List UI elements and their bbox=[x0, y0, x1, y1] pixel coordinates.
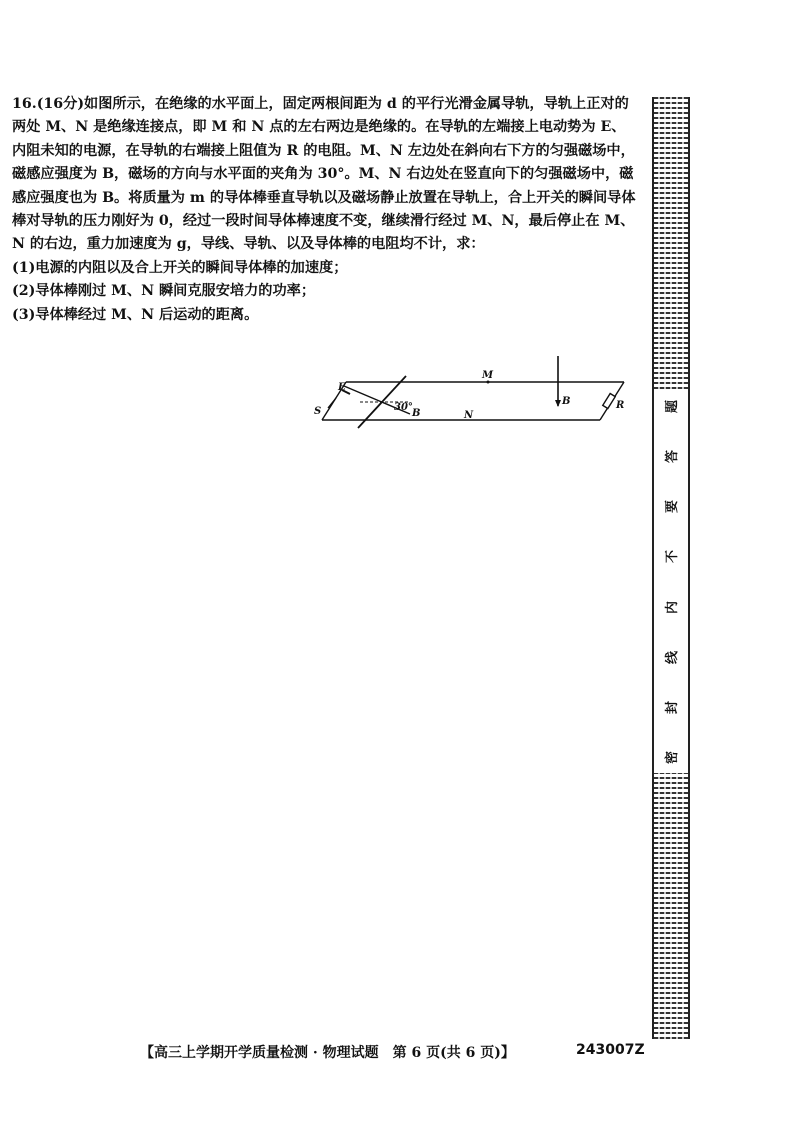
seal-char: 封 bbox=[665, 700, 681, 714]
problem-points: (16分) bbox=[36, 96, 85, 112]
label-angle: 30° bbox=[394, 402, 413, 413]
problem-number: 16. bbox=[12, 96, 37, 112]
seal-char: 线 bbox=[665, 650, 681, 664]
seal-char: 要 bbox=[665, 500, 681, 514]
question-3: (3)导体棒经过 M、N 后运动的距离。 bbox=[12, 306, 259, 323]
field-arrow-head bbox=[555, 400, 561, 407]
problem-stem-paragraph bbox=[12, 93, 637, 257]
label-emf: E bbox=[338, 382, 346, 393]
seal-line-text bbox=[654, 397, 688, 767]
label-b-right: B bbox=[562, 396, 571, 407]
binding-hatch-top bbox=[654, 97, 688, 389]
seal-char: 内 bbox=[665, 600, 681, 614]
seal-char: 题 bbox=[665, 399, 681, 414]
page-footer-title: 【高三上学期开学质量检测 · 物理试题 第 6 页(共 6 页)】 bbox=[140, 1045, 515, 1061]
seal-char: 答 bbox=[665, 450, 681, 464]
rail-diagram bbox=[306, 352, 636, 432]
problem-16 bbox=[12, 93, 637, 327]
seal-char: 密 bbox=[665, 750, 681, 764]
binding-hatch-bottom bbox=[654, 773, 688, 1039]
label-m: M bbox=[482, 370, 494, 381]
label-n: N bbox=[464, 410, 474, 421]
resistor-symbol bbox=[603, 393, 616, 408]
problem-stem: 如图所示，在绝缘的水平面上，固定两根间距为 d 的平行光滑金属导轨，导轨上正对的两处 M、N 是绝缘连接点，即 M 和 N 点的左右两边是绝缘的。在导轨的左端接上电动势为 E、内阻未知的电源，在导轨的右端接上阻值为 R 的电阻。M、N 左边处在斜向右下方的匀强磁场中，磁感应强度为 B，磁场的方向与水平面的夹角为 30°。M、N 右边处在竖直向下的匀强磁场中，磁感应强度也为 B。将质量为 m 的导体棒垂直导轨以及磁场静止放置在导轨上，合上开关的瞬间导体棒对导轨的压力刚好为 0，经过一段时间导体棒速度不变，继续滑行经过 M、N，最后停止在 M、N 的右边，重力加速度为 g，导线、导轨、以及导体棒的电阻均不计，求： bbox=[12, 96, 636, 253]
label-b-left: B bbox=[412, 408, 421, 419]
seal-char: 不 bbox=[665, 550, 681, 564]
label-r: R bbox=[616, 400, 625, 411]
question-1: (1)电源的内阻以及合上开关的瞬间导体棒的加速度； bbox=[12, 259, 348, 276]
switch-symbol bbox=[328, 398, 336, 408]
question-2: (2)导体棒刚过 M、N 瞬间克服安培力的功率； bbox=[12, 283, 316, 300]
binding-margin bbox=[652, 97, 690, 1039]
page-footer-code: 243007Z bbox=[576, 1042, 645, 1058]
rail-diagram-svg bbox=[306, 352, 636, 432]
label-switch: S bbox=[314, 406, 322, 417]
